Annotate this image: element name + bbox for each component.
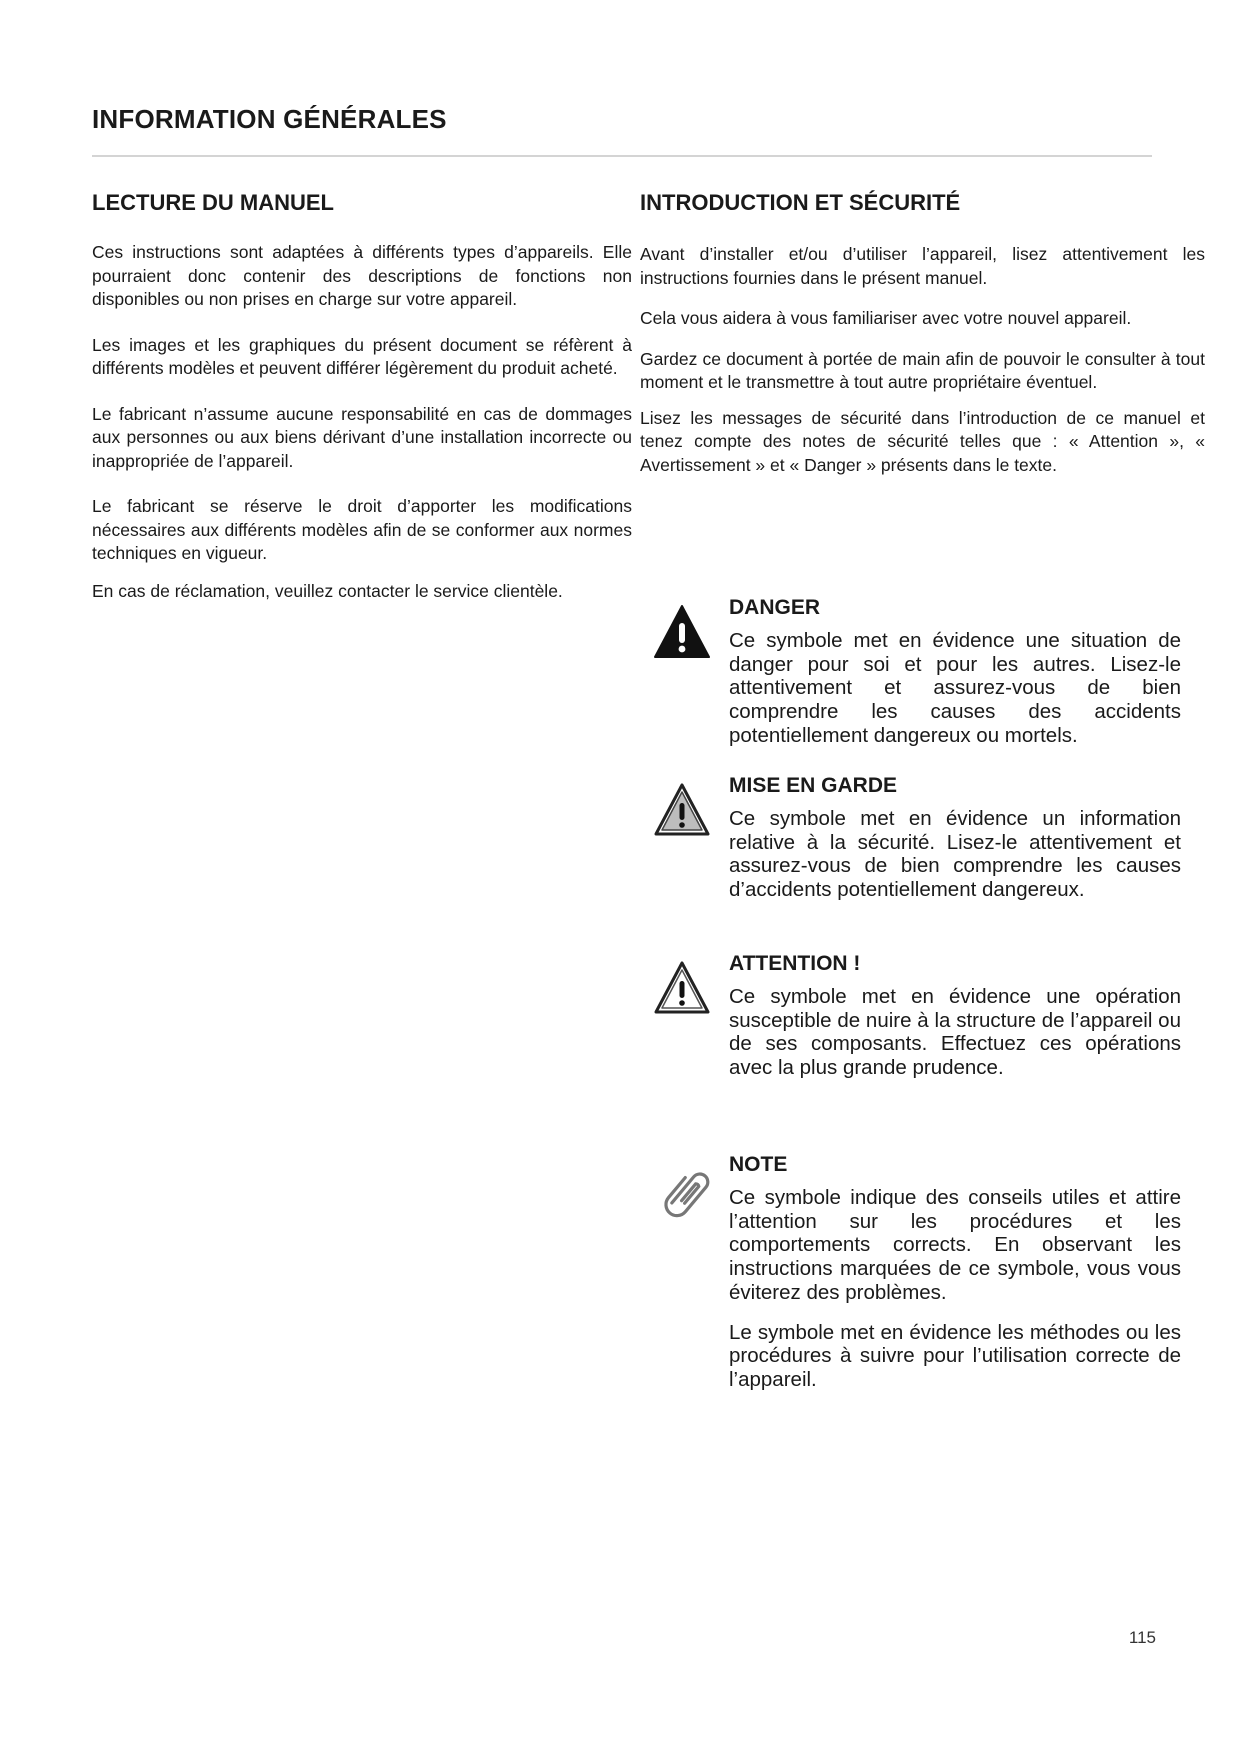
paragraph: Le fabricant se réserve le droit d’apporter les modifications nécessaires aux différents modèles afin de se conformer aux normes techniques en vigueur.: [92, 496, 632, 563]
paragraph: Avant d’installer et/ou d’utiliser l’appareil, lisez attentivement les instructions fournies dans le présent manuel.: [640, 244, 1205, 288]
right-column: [640, 243, 1205, 494]
notice-text: Le symbole met en évidence les méthodes ou les procédures à suivre pour l’utilisation correcte de l’appareil.: [729, 1320, 1181, 1391]
paragraph: Le fabricant n’assume aucune responsabilité en cas de dommages aux personnes ou aux biens dérivant d’une installation incorrecte ou inappropriée de l’appareil.: [92, 403, 632, 471]
notice-text: Ce symbole met en évidence un information relative à la sécurité. Lisez-le attentivement et assurez-vous de bien comprendre les causes d’accidents potentiellement dangereux.: [729, 807, 1181, 902]
paragraph: Cela vous aidera à vous familiariser avec votre nouvel appareil.: [640, 308, 1132, 328]
paragraph: Lisez les messages de sécurité dans l’introduction de ce manuel et tenez compte des notes de sécurité telles que : « Attention », « Avertissement » et « Danger » présents dans le texte.: [640, 407, 1205, 475]
title-divider: [92, 155, 1152, 157]
left-column: [92, 241, 632, 625]
notice-title: ATTENTION !: [729, 952, 861, 975]
page-number: 115: [1128, 1628, 1156, 1647]
notice-text: Ce symbole met en évidence une opération susceptible de nuire à la structure de l’appareil ou de ses composants. Effectuez ces opérations avec la plus grande prudence.: [729, 985, 1181, 1080]
paragraph: En cas de réclamation, veuillez contacter le service clientèle.: [92, 580, 563, 601]
notice-body: [729, 985, 1181, 1098]
notice-body: [729, 629, 1181, 766]
danger-filled-triangle-icon: [652, 602, 712, 662]
notice-title: DANGER: [729, 596, 821, 619]
paragraph: Ces instructions sont adaptées à différents types d’appareils. Elle pourraient donc contenir des descriptions de fonctions non disponibles ou non prises en charge sur votre appareil.: [92, 242, 632, 309]
notice-title: MISE EN GARDE: [729, 774, 898, 797]
paragraph: Les images et les graphiques du présent document se réfèrent à différents modèles et peuvent différer légèrement du produit acheté.: [92, 334, 632, 378]
notice-text: Ce symbole indique des conseils utiles et attire l’attention sur les procédures et les comportements corrects. En observant les instructions marquées de ce symbole, vous vous éviterez des problèmes.: [729, 1186, 1181, 1304]
warning-triangle-icon: [652, 780, 712, 840]
paragraph: Gardez ce document à portée de main afin de pouvoir le consulter à tout moment et le transmettre à tout autre propriétaire éventuel.: [640, 348, 1205, 392]
notice-title: NOTE: [729, 1153, 788, 1176]
notice-text: Ce symbole met en évidence une situation de danger pour soi et pour les autres. Lisez-le attentivement et assurez-vous de bien comprendre les causes des accidents potentiellement dangereux ou mortels.: [729, 629, 1181, 747]
caution-triangle-icon: [652, 958, 712, 1018]
paperclip-icon: [658, 1163, 718, 1223]
page-title: INFORMATION GÉNÉRALES: [92, 104, 447, 134]
section-heading-lecture: LECTURE DU MANUEL: [92, 190, 334, 215]
notice-body: [729, 807, 1181, 920]
section-heading-introduction: INTRODUCTION ET SÉCURITÉ: [640, 190, 961, 215]
notice-body: [729, 1186, 1181, 1410]
